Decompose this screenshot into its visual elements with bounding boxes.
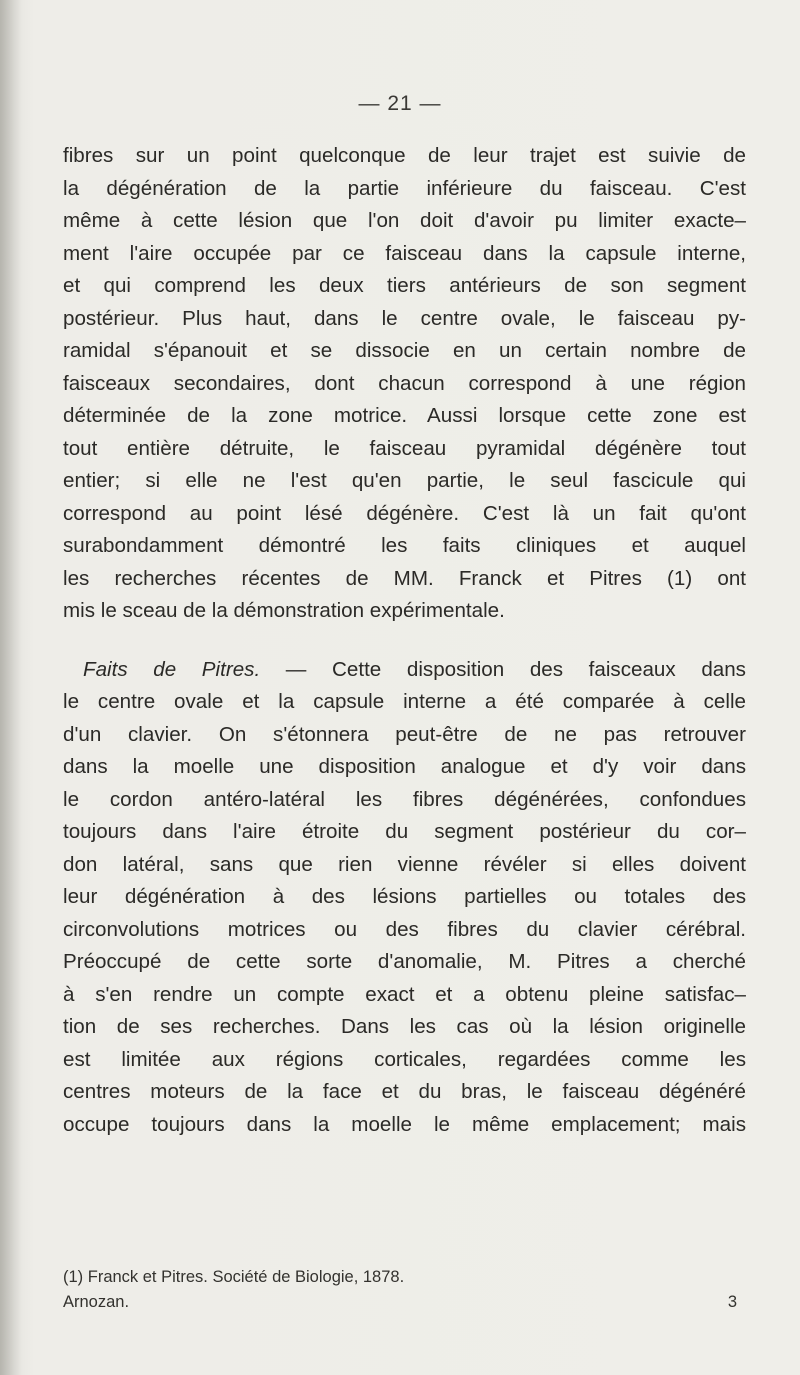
text-line: faisceaux secondaires, dont chacun correspond à une région [63, 371, 746, 395]
text-line: centres moteurs de la face et du bras, le faisceau dégénéré [63, 1080, 746, 1103]
text-line: leur dégénération à des lésions partielles ou totales des [63, 885, 746, 908]
paragraph-2-first-line [63, 654, 746, 687]
text-line: à s'en rendre un compte exact et a obtenu pleine satisfac– [63, 982, 746, 1006]
section-heading: Faits de Pitres. [83, 657, 261, 681]
paragraph-gap [63, 628, 746, 654]
text-line: déterminée de la zone motrice. Aussi lorsque cette zone est [63, 404, 746, 427]
text-line: correspond au point lésé dégénère. C'est là un fait qu'ont [63, 501, 746, 525]
page-number: — 21 — [358, 92, 442, 115]
text-line: postérieur. Plus haut, dans le centre ovale, le faisceau py- [63, 306, 746, 330]
text-line: Préoccupé de cette sorte d'anomalie, M. Pitres a cherché [63, 950, 746, 973]
text-line: tout entière détruite, le faisceau pyramidal dégénère tout [63, 436, 746, 460]
text-line: est limitée aux régions corticales, regardées comme les [63, 1047, 746, 1071]
text-line: même à cette lésion que l'on doit d'avoir pu limiter exacte– [63, 209, 746, 232]
text-line: le centre ovale et la capsule interne a été comparée à celle [63, 690, 746, 713]
text-line: ramidal s'épanouit et se dissocie en un certain nombre de [63, 339, 746, 362]
text-line: toujours dans l'aire étroite du segment postérieur du cor– [63, 820, 746, 843]
footnote [63, 1265, 746, 1289]
signature-author: Arnozan. [63, 1293, 130, 1311]
first-line-text: — Cette disposition des faisceaux dans [260, 657, 746, 681]
text-line: dans la moelle une disposition analogue et d'y voir dans [63, 755, 746, 778]
text-line: et qui comprend les deux tiers antérieurs de son segment [63, 274, 746, 297]
text-line: fibres sur un point quelconque de leur trajet est suivie de [63, 144, 746, 167]
text-line: entier; si elle ne l'est qu'en partie, le seul fascicule qui [63, 469, 746, 492]
text-line: tion de ses recherches. Dans les cas où la lésion originelle [63, 1015, 746, 1038]
signature-mark: 3 [727, 1293, 737, 1311]
text-line: surabondamment démontré les faits cliniques et auquel [63, 534, 746, 557]
footnote-text: (1) Franck et Pitres. Société de Biologie, 1878. [63, 1268, 405, 1286]
text-line: les recherches récentes de MM. Franck et Pitres (1) ont [63, 566, 746, 590]
binding-shadow [0, 0, 22, 1375]
paragraph-1 [63, 140, 746, 628]
text-line: circonvolutions motrices ou des fibres du clavier cérébral. [63, 917, 746, 941]
text-line: le cordon antéro-latéral les fibres dégénérées, confondues [63, 787, 746, 811]
body-text [63, 140, 746, 1141]
text-line: don latéral, sans que rien vienne révéler si elles doivent [63, 852, 746, 876]
text-line: ment l'aire occupée par ce faisceau dans la capsule interne, [63, 241, 746, 265]
text-line: occupe toujours dans la moelle le même emplacement; mais [63, 1112, 746, 1136]
text-line: mis le sceau de la démonstration expérimentale. [63, 599, 505, 622]
text-line: d'un clavier. On s'étonnera peut-être de ne pas retrouver [63, 722, 746, 746]
text-line: la dégénération de la partie inférieure du faisceau. C'est [63, 176, 746, 200]
paragraph-2 [63, 654, 746, 1142]
